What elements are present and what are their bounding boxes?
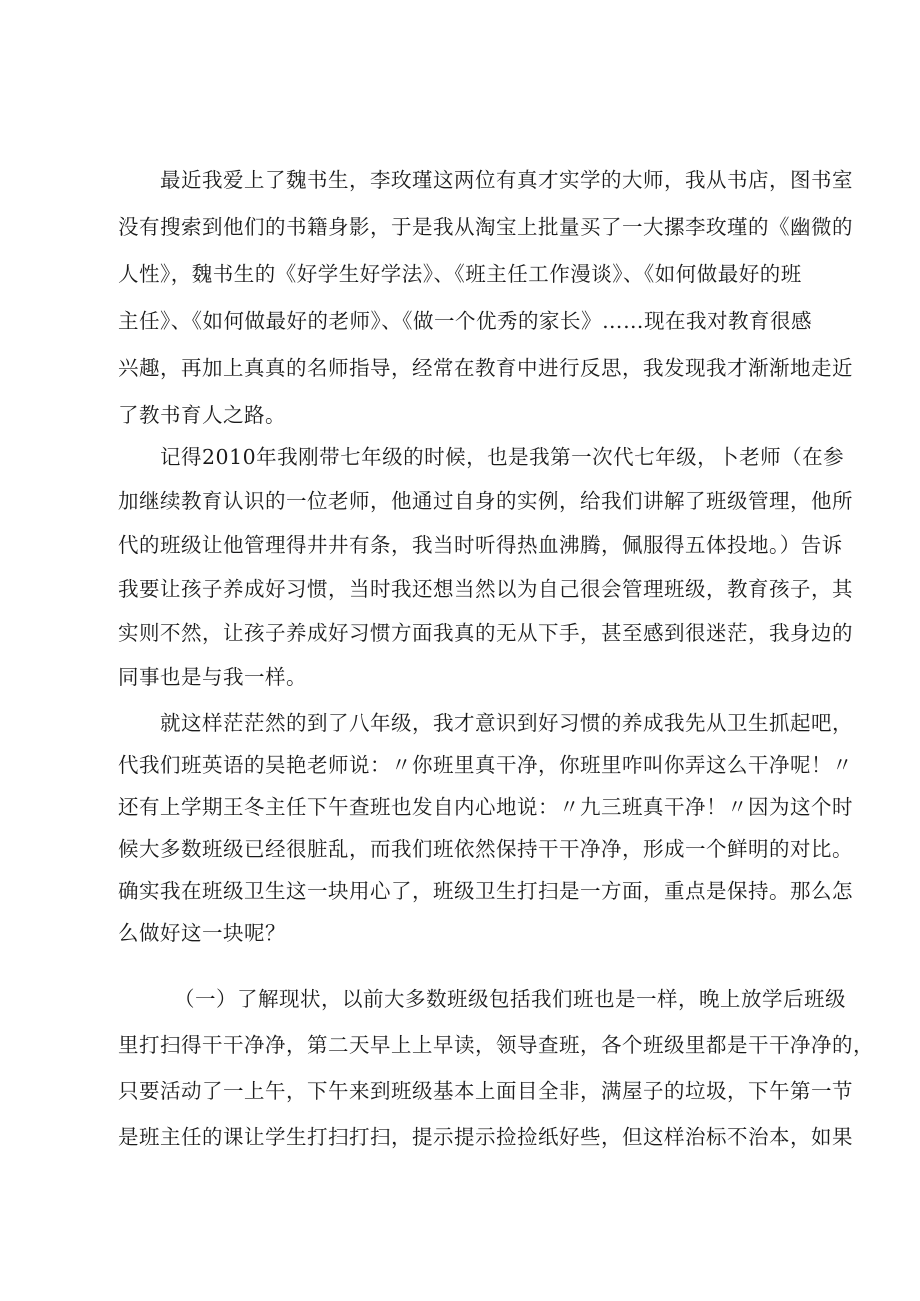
text-line: 么做好这一块呢？ xyxy=(118,921,286,945)
text-line: 了教书育人之路。 xyxy=(118,403,286,427)
text-line: 只要活动了一上午，下午来到班级基本上面目全非，满屋子的垃圾，下午第一节 xyxy=(118,1079,853,1103)
text-line: （一）了解现状，以前大多数班级包括我们班也是一样，晚上放学后班级 xyxy=(174,987,846,1011)
text-line: 记得2010年我刚带七年级的时候，也是我第一次代七年级，卜老师（在参 xyxy=(160,445,845,469)
text-line: 人性》，魏书生的《好学生好学法》、《班主任工作漫谈》、《如何做最好的班 xyxy=(118,262,802,286)
text-line: 主任》、《如何做最好的老师》、《做一个优秀的家长》……现在我对教育很感 xyxy=(118,309,812,333)
text-line: 还有上学期王冬主任下午查班也发自内心地说：〃九三班真干净！〃因为这个时 xyxy=(118,795,853,819)
text-line: 加继续教育认识的一位老师，他通过自身的实例，给我们讲解了班级管理，他所 xyxy=(118,489,853,513)
text-line: 候大多数班级已经很脏乱，而我们班依然保持干干净净，形成一个鲜明的对比。 xyxy=(118,837,853,861)
text-line: 同事也是与我一样。 xyxy=(118,665,307,689)
text-line: 兴趣，再加上真真的名师指导，经常在教育中进行反思，我发现我才渐渐地走近 xyxy=(118,356,853,380)
text-line: 就这样茫茫然的到了八年级，我才意识到好习惯的养成我先从卫生抓起吧， xyxy=(160,711,853,735)
text-line: 实则不然，让孩子养成好习惯方面我真的无从下手，甚至感到很迷茫，我身边的 xyxy=(118,621,853,645)
text-line: 代的班级让他管理得井井有条，我当时听得热血沸腾，佩服得五体投地。）告诉 xyxy=(118,533,843,557)
text-line: 没有搜索到他们的书籍身影，于是我从淘宝上批量买了一大摞李玫瑾的《幽微的 xyxy=(118,215,853,239)
text-line: 代我们班英语的吴艳老师说：〃你班里真干净，你班里咋叫你弄这么干净呢！〃 xyxy=(118,753,853,777)
text-line: 最近我爱上了魏书生，李玫瑾这两位有真才实学的大师，我从书店，图书室 xyxy=(160,168,853,192)
text-line: 是班主任的课让学生打扫打扫，提示提示捡捡纸好些，但这样治标不治本，如果 xyxy=(118,1125,853,1149)
text-line: 里打扫得干干净净，第二天早上上早读，领导查班，各个班级里都是干干净净的， xyxy=(118,1033,874,1057)
text-line: 确实我在班级卫生这一块用心了，班级卫生打扫是一方面，重点是保持。那么怎 xyxy=(118,879,853,903)
text-line: 我要让孩子养成好习惯，当时我还想当然以为自己很会管理班级，教育孩子，其 xyxy=(118,577,853,601)
